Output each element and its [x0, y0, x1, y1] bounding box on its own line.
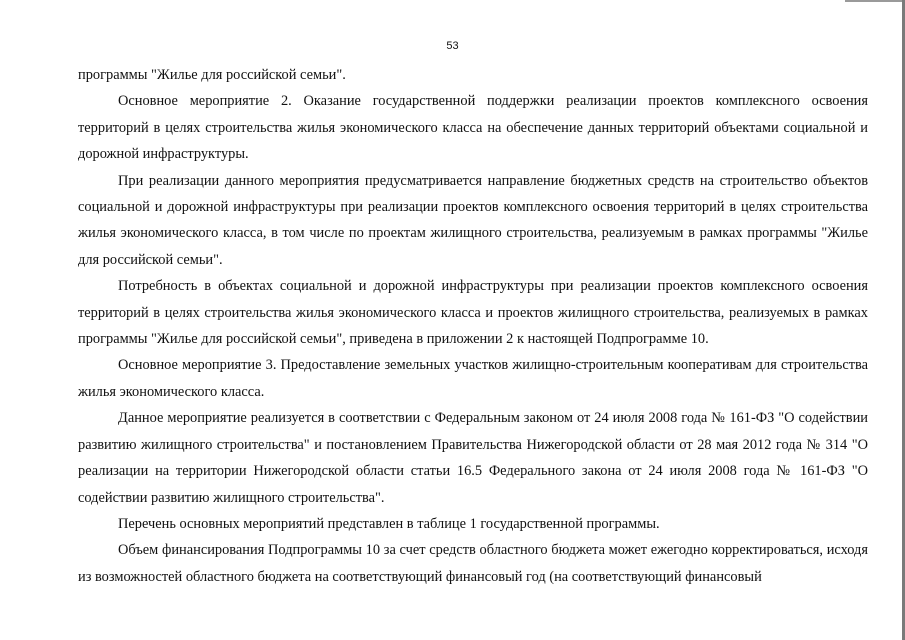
paragraph: Данное мероприятие реализуется в соответствии с Федеральным законом от 24 июля 2008 года № 161-ФЗ "О содействии развитию жилищного строительства" и постановлением Правительства Нижегородской области от 28 мая 2012 года № 314 "О реализации на территории Нижегородской области статьи 16.5 Федерального закона от 24 июля 2008 года № 161-ФЗ "О содействии развитию жилищного строительства".	[78, 410, 868, 506]
body-text	[78, 62, 868, 590]
paragraph: Перечень основных мероприятий представлен в таблице 1 государственной программы.	[118, 515, 660, 532]
paragraph: Основное мероприятие 2. Оказание государственной поддержки реализации проектов комплексного освоения территорий в целях строительства жилья экономического класса на обеспечение данных территорий объектами социальной и дорожной инфраструктуры.	[78, 93, 868, 163]
paragraph: При реализации данного мероприятия предусматривается направление бюджетных средств на строительство объектов социальной и дорожной инфраструктуры при реализации проектов комплексного освоения территорий в целях строительства жилья экономического класса, в том числе по проектам жилищного строительства, реализуемым в рамках программы "Жилье для российской семьи".	[78, 172, 868, 268]
paragraph: Потребность в объектах социальной и дорожной инфраструктуры при реализации проектов комплексного освоения территорий в целях строительства жилья экономического класса и проектов жилищного строительства, реализуемых в рамках программы "Жилье для российской семьи", приведена в приложении 2 к настоящей Подпрограмме 10.	[78, 278, 868, 348]
scan-edge-top	[845, 0, 905, 2]
paragraph: Основное мероприятие 3. Предоставление земельных участков жилищно-строительным кооперативам для строительства жилья экономического класса.	[78, 357, 868, 400]
paragraph: Объем финансирования Подпрограммы 10 за счет средств областного бюджета может ежегодно корректироваться, исходя из возможностей областного бюджета на соответствующий финансовый год (на соответствующий финансовый	[78, 542, 868, 585]
page-number: 53	[446, 40, 459, 52]
paragraph-continuation: программы "Жилье для российской семьи".	[78, 67, 346, 83]
